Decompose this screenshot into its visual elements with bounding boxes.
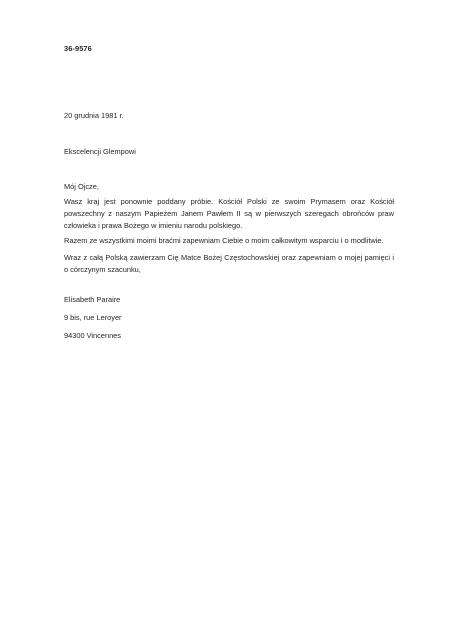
letter-paragraph-1: Wasz kraj jest ponownie poddany próbie. Kościół Polski ze swoim Prymasem oraz Kościół powszechny z naszym Papieżem Janem Pawłem II są w pierwszych szeregach obrońców praw człowieka i prawa Bożego w imieniu narodu polskiego. bbox=[64, 197, 394, 231]
letter-paragraph-2: Razem ze wszystkimi moimi braćmi zapewniam Ciebie o moim całkowitym wsparciu i o modlitwie. bbox=[64, 236, 384, 245]
signature-name: Elisabeth Paraire bbox=[64, 295, 121, 304]
letter-paragraph-3: Wraz z całą Polską zawierzam Cię Matce Bożej Częstochowskiej oraz zapewniam o mojej pamięci i o córczynym szacunku, bbox=[64, 253, 394, 275]
signature-street: 9 bis, rue Leroyer bbox=[64, 313, 122, 322]
signature-city: 94300 Vincennes bbox=[64, 331, 121, 340]
letter-date: 20 grudnia 1981 r. bbox=[64, 111, 124, 120]
letter-salutation: Mój Ojcze, bbox=[64, 182, 99, 191]
letter-recipient: Ekscelencji Glempowi bbox=[64, 147, 136, 156]
document-reference: 36-9576 bbox=[64, 44, 92, 53]
